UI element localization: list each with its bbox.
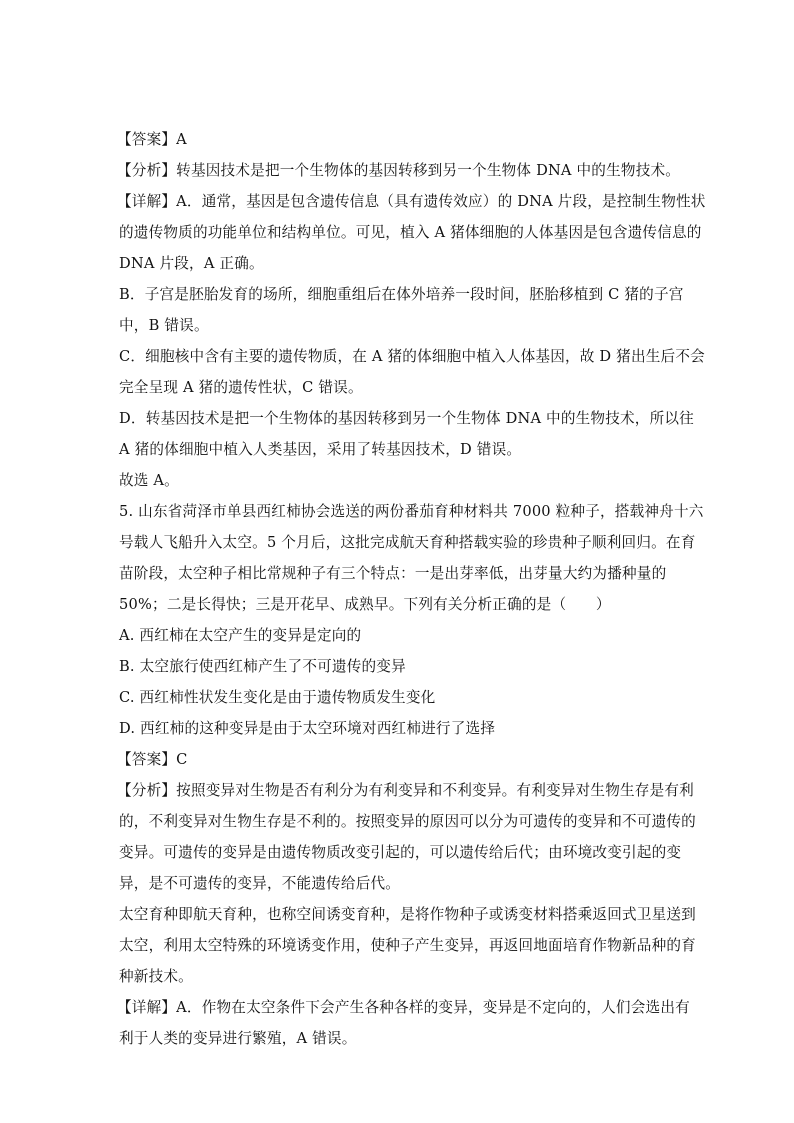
text-line: 完全呈现 A 猪的遗传性状，C 错误。	[119, 379, 363, 396]
text-line: DNA 片段，A 正确。	[119, 255, 264, 272]
question-stem: 5. 山东省菏泽市单县西红柿协会选送的两份番茄育种材料共 7000 粒种子，搭载神舟十六	[119, 503, 704, 520]
text-line: 异，是不可遗传的变异，不能遗传给后代。	[119, 875, 401, 892]
question-stem: 号载人飞船升入太空。5 个月后，这批完成航天育种搭载实验的珍贵种子顺利回归。在育	[119, 534, 696, 551]
text-line: 太空，利用太空特殊的环境诱变作用，使种子产生变异，再返回地面培育作物新品种的育	[119, 937, 696, 954]
question-stem: 50%；二是长得快；三是开花早、成熟早。下列有关分析正确的是（ ）	[119, 596, 611, 613]
analysis-paragraph: 【分析】按照变异对生物是否有利分为有利变异和不利变异。有利变异对生物生存是有利	[117, 782, 694, 799]
text-line: A 猪的体细胞中植入人类基因，采用了转基因技术，D 错误。	[119, 441, 522, 458]
explanation-paragraph: 【详解】A．通常，基因是包含遗传信息（具有遗传效应）的 DNA 片段，是控制生物性状	[117, 193, 706, 210]
option-d: D. 西红柿的这种变异是由于太空环境对西红柿进行了选择	[119, 720, 496, 737]
text-line: C．细胞核中含有主要的遗传物质，在 A 猪的体细胞中植入人体基因，故 D 猪出生后不会	[119, 348, 705, 365]
analysis-paragraph: 【分析】转基因技术是把一个生物体的基因转移到另一个生物体 DNA 中的生物技术。	[117, 162, 681, 179]
explanation-paragraph: 【详解】A．作物在太空条件下会产生各种各样的变异，变异是不定向的，人们会选出有	[117, 999, 690, 1016]
text-line: D．转基因技术是把一个生物体的基因转移到另一个生物体 DNA 中的生物技术，所以往	[119, 410, 694, 427]
text-line: 种新技术。	[119, 968, 193, 985]
text-line: 太空育种即航天育种，也称空间诱变育种，是将作物种子或诱变材料搭乘返回式卫星送到	[119, 906, 696, 923]
question-stem: 苗阶段，太空种子相比常规种子有三个特点：一是出芽率低，出芽量大约为播种量的	[119, 565, 667, 582]
option-a: A. 西红柿在太空产生的变异是定向的	[119, 627, 362, 644]
text-line: 变异。可遗传的变异是由遗传物质改变引起的，可以遗传给后代；由环境改变引起的变	[119, 844, 682, 861]
answer-label: 【答案】A	[117, 131, 187, 148]
answer-label: 【答案】C	[117, 751, 188, 768]
conclusion-line: 故选 A。	[119, 472, 179, 489]
option-b: B. 太空旅行使西红柿产生了不可遗传的变异	[119, 658, 406, 675]
text-line: 的遗传物质的功能单位和结构单位。可见，植入 A 猪体细胞的人体基因是包含遗传信息的	[119, 224, 702, 241]
option-c: C. 西红柿性状发生变化是由于遗传物质发生变化	[119, 689, 436, 706]
text-line: 中，B 错误。	[119, 317, 209, 334]
text-line: 利于人类的变异进行繁殖，A 错误。	[119, 1030, 357, 1047]
text-line: B．子宫是胚胎发育的场所，细胞重组后在体外培养一段时间，胚胎移植到 C 猪的子宫	[119, 286, 684, 303]
text-line: 的，不利变异对生物生存是不利的。按照变异的原因可以分为可遗传的变异和不可遗传的	[119, 813, 696, 830]
